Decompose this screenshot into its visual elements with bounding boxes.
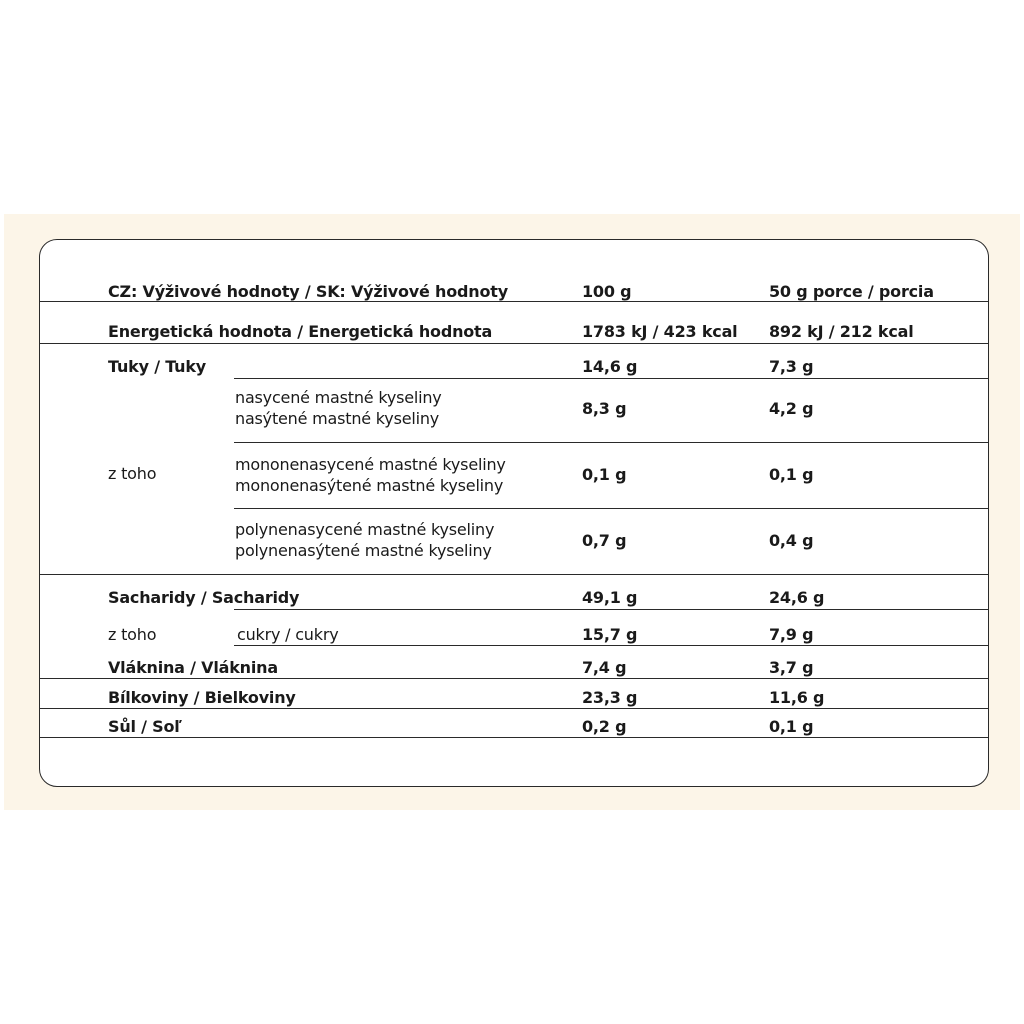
divider bbox=[39, 301, 989, 302]
divider bbox=[39, 737, 989, 738]
protein-portion: 11,6 g bbox=[769, 688, 825, 707]
poly-portion: 0,4 g bbox=[769, 531, 814, 550]
divider bbox=[39, 574, 989, 575]
energy-portion: 892 kJ / 212 kcal bbox=[769, 322, 914, 341]
saturated-portion: 4,2 g bbox=[769, 399, 814, 418]
mono-label-cz: mononenasycené mastné kyseliny bbox=[235, 455, 506, 474]
sugars-label: cukry / cukry bbox=[237, 625, 339, 644]
mono-100g: 0,1 g bbox=[582, 465, 627, 484]
fat-portion: 7,3 g bbox=[769, 357, 814, 376]
divider bbox=[234, 645, 989, 646]
saturated-100g: 8,3 g bbox=[582, 399, 627, 418]
energy-label: Energetická hodnota / Energetická hodnota bbox=[108, 322, 493, 341]
mono-portion: 0,1 g bbox=[769, 465, 814, 484]
divider bbox=[234, 378, 989, 379]
mono-label-sk: mononenasýtené mastné kyseliny bbox=[235, 476, 504, 495]
protein-100g: 23,3 g bbox=[582, 688, 638, 707]
poly-100g: 0,7 g bbox=[582, 531, 627, 550]
carbs-label: Sacharidy / Sacharidy bbox=[108, 588, 300, 607]
saturated-label-cz: nasycené mastné kyseliny bbox=[235, 388, 442, 407]
poly-label-cz: polynenasycené mastné kyseliny bbox=[235, 520, 495, 539]
divider bbox=[234, 442, 989, 443]
fat-of-which-label: z toho bbox=[108, 464, 157, 483]
carbs-of-which-label: z toho bbox=[108, 625, 157, 644]
fat-label: Tuky / Tuky bbox=[108, 357, 207, 376]
fibre-label: Vláknina / Vláknina bbox=[108, 658, 278, 677]
carbs-portion: 24,6 g bbox=[769, 588, 825, 607]
sugars-100g: 15,7 g bbox=[582, 625, 638, 644]
protein-label: Bílkoviny / Bielkoviny bbox=[108, 688, 296, 707]
divider bbox=[234, 609, 989, 610]
sugars-portion: 7,9 g bbox=[769, 625, 814, 644]
fibre-portion: 3,7 g bbox=[769, 658, 814, 677]
salt-label: Sůl / Soľ bbox=[108, 717, 182, 736]
fat-100g: 14,6 g bbox=[582, 357, 638, 376]
saturated-label-sk: nasýtené mastné kyseliny bbox=[235, 409, 440, 428]
energy-100g: 1783 kJ / 423 kcal bbox=[582, 322, 738, 341]
divider bbox=[39, 708, 989, 709]
column-header-portion: 50 g porce / porcia bbox=[769, 282, 934, 301]
divider bbox=[234, 508, 989, 509]
divider bbox=[39, 678, 989, 679]
divider bbox=[39, 343, 989, 344]
salt-portion: 0,1 g bbox=[769, 717, 814, 736]
table-title: CZ: Výživové hodnoty / SK: Výživové hodnoty bbox=[108, 282, 508, 301]
column-header-100g: 100 g bbox=[582, 282, 632, 301]
fibre-100g: 7,4 g bbox=[582, 658, 627, 677]
salt-100g: 0,2 g bbox=[582, 717, 627, 736]
carbs-100g: 49,1 g bbox=[582, 588, 638, 607]
poly-label-sk: polynenasýtené mastné kyseliny bbox=[235, 541, 492, 560]
